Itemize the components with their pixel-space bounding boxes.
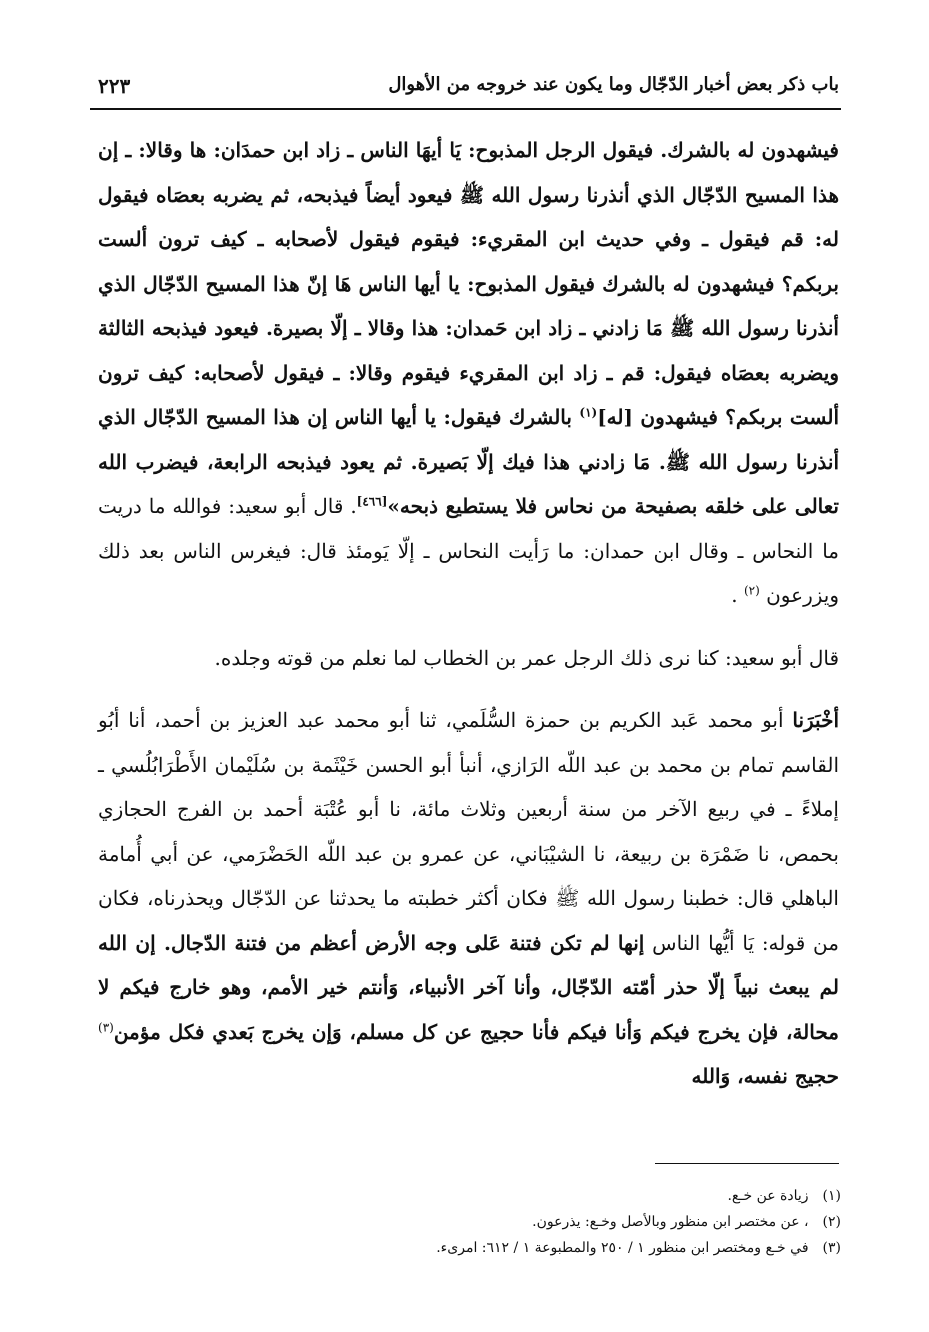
page-number: ٢٢٣ (98, 74, 131, 98)
footnote-ref-2[interactable]: (٢) (743, 583, 760, 598)
text-run: إنها لم تكن فتنة عَلى وجه الأرض أعظم من فتنة الدّجال. إن الله لم يبعث نبياً إلّا حذر أمّته الدّجّال، وأنا آخر الأنبياء، وَأنتم خير الأمم، وهو خارج فيكم لا محالة، فإن يخرج فيكم وَأنا فيكم فأنا حجيج عن كل مسلم، وَإن يخرج بَعدي فكل مؤمن (98, 930, 839, 1044)
footnote-text: في خـع ومختصر ابن منظور ١ / ٢٥٠ والمطبوعة ١ / ٦١٢: امرىء. (436, 1240, 809, 1256)
text-run: بالشرك فيقول: يا أيها الناس إن هذا المسيح الدّجّال الذي أنذرنا رسول الله ﷺ. مَا زادني هذا فيك إلّا بَصيرة. ثم يعود فيذبحه الرابعة، فيضرب الله تعالى على خلقه بصفيحة من نحاس فلا يستطيع ذبحه» (98, 405, 839, 518)
text-run: . (731, 583, 744, 607)
footnote-number: (١) (822, 1188, 841, 1204)
footnote-text: زيادة عن خـع. (727, 1188, 809, 1204)
footnote-rule (655, 1163, 839, 1164)
footnote (200, 1209, 841, 1235)
footnote-number: (٣) (822, 1240, 841, 1256)
page-header (92, 72, 839, 112)
text-run: حجيج نفسه، وَالله (691, 1064, 839, 1088)
text-run: فيشهدون له بالشرك. فيقول الرجل المذبوح: يَا أيهَا الناس ـ زاد ابن حمدَان: ها وقالا: ـ إن هذا المسيح الدّجّال الذي أنذرنا رسول الله ﷺ فيعود أيضاً فيذبحه، ثم يضربه بعصَاه فيقول له: قم فيقول ـ وفي حديث ابن المقريء: فيقوم فيقول لأصحابه ـ كيف ترون ألست بربكم؟ فيشهدون له بالشرك فيقول المذبوح: يا أيها الناس هَا إنّ هذا المسيح الدّجّال الذي أنذرنا رسول الله ﷺ مَا زادني ـ زاد ابن حَمدان: هذا وقالا ـ إلّا بصيرة. فيعود فيذبحه الثالثة ويضربه بعصَاه فيقول: قم ـ زاد ابن المقريء فيقوم وقالا: ـ فيقول لأصحابه: كيف ترون ألست بربكم؟ فيشهدون [له] (98, 138, 840, 429)
footnote-text: ، عن مختصر ابن منظور وبالأصل وخـع: يذرعون. (532, 1214, 809, 1230)
header-rule (90, 108, 841, 110)
paragraph-abu-said: قال أبو سعيد: كنا نرى ذلك الرجل عمر بن الخطاب لما نعلم من قوته وجلده. (214, 645, 839, 670)
paragraph-isnad (98, 698, 839, 1099)
footnote-ref-3[interactable]: (٣) (98, 1019, 114, 1034)
akhbarana-lead: أخْبَرَنا (792, 708, 839, 732)
footnote (200, 1235, 841, 1261)
footnote (200, 1183, 841, 1209)
footnote-ref-1[interactable]: (١) (579, 405, 598, 420)
running-title: باب ذكر بعض أخبار الدّجّال وما يكون عند خروجه من الأهوال (388, 74, 839, 95)
footnotes (200, 1183, 841, 1261)
text-run: . قال أبو سعيد: فوالله ما دريت ما النحاس ـ وقال ابن حمدان: ما رَأيت النحاس ـ إلّا يَومئذ قال: فيغرس الناس بعد ذلك ويزرعون (98, 494, 839, 607)
hadith-number: [٤٦٦] (356, 494, 388, 509)
text-run: أبو محمد عَبد الكريم بن حمزة السُّلَمي، ثنا أبو محمد عبد العزيز بن أحمد، أنا أبُو القاسم تمام بن محمد بن عبد اللّه الرَازي، أنبأ أبو الحسن خَيْثَمة بن سُلَيْمان الأَطْرَابُلُسي ـ إملاءً ـ في ربيع الآخر من سنة أربعين وثلاث مائة، نا أبو عُتْبَة أحمد بن الفرج الحجازي بحمص، نا ضَمْرَة بن ربيعة، نا الشيْبَاني، عن عمرو بن عبد اللّه الحَضْرَمي، عن أبي أُمامة الباهلي قال: خطبنا رسول الله ﷺ فكان أكثر خطبته ما يحدثنا عن الدّجّال ويحذرناه، فكان من قوله: يَا أيُّها الناس (98, 708, 840, 955)
main-text (98, 128, 839, 1099)
footnote-number: (٢) (822, 1214, 841, 1230)
paragraph-hadith-continuation (98, 128, 839, 618)
